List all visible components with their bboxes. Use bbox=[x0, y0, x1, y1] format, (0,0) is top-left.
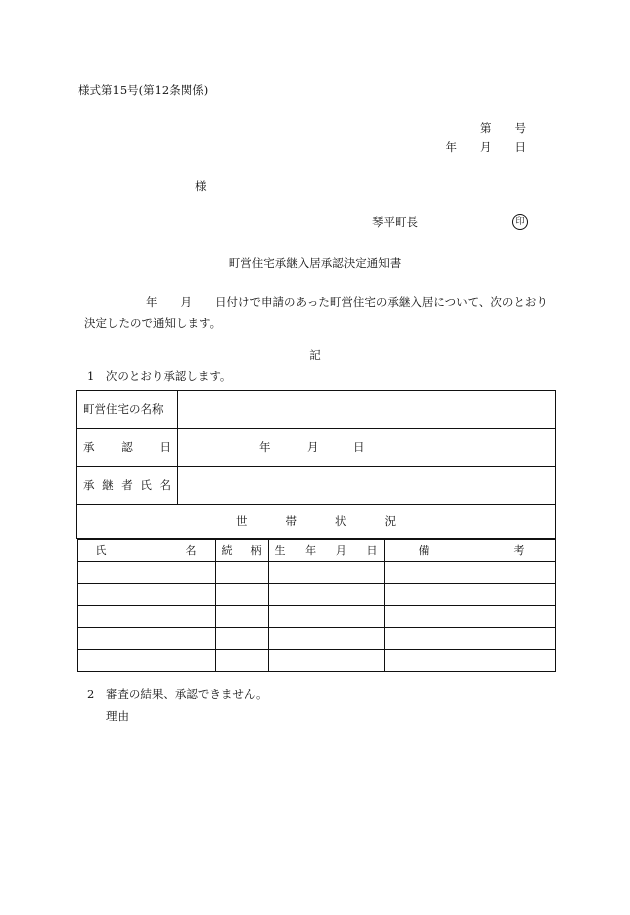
col-dob-header bbox=[268, 540, 384, 562]
date-year: 年 bbox=[259, 439, 271, 454]
relation-cell[interactable] bbox=[215, 606, 268, 628]
table-row bbox=[77, 606, 555, 628]
remarks-cell[interactable] bbox=[384, 650, 555, 672]
relation-cell[interactable] bbox=[215, 628, 268, 650]
item-2: 2 審査の結果、承認できません。 bbox=[87, 687, 268, 701]
successor-label bbox=[77, 467, 178, 505]
label-char: 名 bbox=[159, 477, 171, 492]
reason-label: 理由 bbox=[106, 709, 129, 723]
label-char: 備 bbox=[418, 543, 430, 557]
seal-icon: 印 bbox=[512, 214, 528, 230]
label-char: 承 bbox=[83, 439, 95, 454]
table-row bbox=[77, 584, 555, 606]
name-cell[interactable] bbox=[77, 628, 215, 650]
remarks-cell[interactable] bbox=[384, 584, 555, 606]
household-status-header bbox=[77, 505, 556, 539]
approval-date-row bbox=[77, 429, 556, 467]
sender-name: 琴平町長 bbox=[372, 215, 418, 229]
household-detail-cell bbox=[77, 539, 556, 673]
date-month: 月 bbox=[307, 439, 319, 454]
housing-name-value[interactable] bbox=[178, 391, 556, 429]
dob-cell[interactable] bbox=[268, 562, 384, 584]
label-char: 継 bbox=[102, 477, 114, 492]
col-remarks-header bbox=[384, 540, 555, 562]
dob-cell[interactable] bbox=[268, 628, 384, 650]
label-char: 名 bbox=[185, 543, 197, 557]
label-char: 続 bbox=[221, 543, 233, 557]
name-cell[interactable] bbox=[77, 584, 215, 606]
label-char: 年 bbox=[305, 543, 317, 557]
household-table bbox=[77, 539, 556, 672]
table-row bbox=[77, 628, 555, 650]
name-cell[interactable] bbox=[77, 562, 215, 584]
dob-cell[interactable] bbox=[268, 650, 384, 672]
name-cell[interactable] bbox=[77, 606, 215, 628]
document-title: 町営住宅承継入居承認決定通知書 bbox=[228, 256, 402, 270]
label-char: 況 bbox=[384, 513, 396, 528]
col-relation-header bbox=[215, 540, 268, 562]
body-text: 年 月 日付けで申請のあった町営住宅の承継入居について、次のとおり決定したので通知します。 bbox=[84, 295, 548, 330]
housing-name-label: 町営住宅の名称 bbox=[77, 391, 178, 429]
dob-cell[interactable] bbox=[268, 606, 384, 628]
issue-date: 年 月 日 bbox=[445, 140, 526, 154]
label-char: 氏 bbox=[140, 477, 152, 492]
label-char: 状 bbox=[335, 513, 347, 528]
col-name-header bbox=[77, 540, 215, 562]
approval-date-value[interactable] bbox=[178, 429, 556, 467]
ki-heading: 記 bbox=[309, 348, 321, 362]
name-cell[interactable] bbox=[77, 650, 215, 672]
label-char: 者 bbox=[121, 477, 133, 492]
label-char: 月 bbox=[335, 543, 347, 557]
approval-date-label bbox=[77, 429, 178, 467]
label-char: 考 bbox=[513, 543, 525, 557]
household-detail-row bbox=[77, 539, 556, 673]
relation-cell[interactable] bbox=[215, 562, 268, 584]
label-char: 帯 bbox=[285, 513, 297, 528]
table-row bbox=[77, 562, 555, 584]
approval-table bbox=[76, 390, 556, 672]
successor-value[interactable] bbox=[178, 467, 556, 505]
item-1: 1 次のとおり承認します。 bbox=[87, 369, 232, 383]
addressee: 様 bbox=[195, 179, 207, 193]
relation-cell[interactable] bbox=[215, 584, 268, 606]
dob-cell[interactable] bbox=[268, 584, 384, 606]
label-char: 承 bbox=[83, 477, 95, 492]
household-row bbox=[77, 505, 556, 539]
label-char: 日 bbox=[366, 543, 378, 557]
successor-row bbox=[77, 467, 556, 505]
remarks-cell[interactable] bbox=[384, 606, 555, 628]
label-char: 生 bbox=[274, 543, 286, 557]
label-char: 認 bbox=[121, 439, 133, 454]
label-char: 柄 bbox=[250, 543, 262, 557]
table-row bbox=[77, 650, 555, 672]
relation-cell[interactable] bbox=[215, 650, 268, 672]
remarks-cell[interactable] bbox=[384, 628, 555, 650]
label-char: 氏 bbox=[95, 543, 107, 557]
issue-number-block bbox=[446, 122, 527, 160]
date-day: 日 bbox=[353, 439, 365, 454]
remarks-cell[interactable] bbox=[384, 562, 555, 584]
label-char: 日 bbox=[159, 439, 171, 454]
household-header-row bbox=[77, 540, 555, 562]
issue-number: 第 号 bbox=[480, 121, 526, 135]
form-number: 様式第15号(第12条関係) bbox=[78, 83, 209, 97]
label-char: 世 bbox=[236, 513, 248, 528]
housing-name-row bbox=[77, 391, 556, 429]
